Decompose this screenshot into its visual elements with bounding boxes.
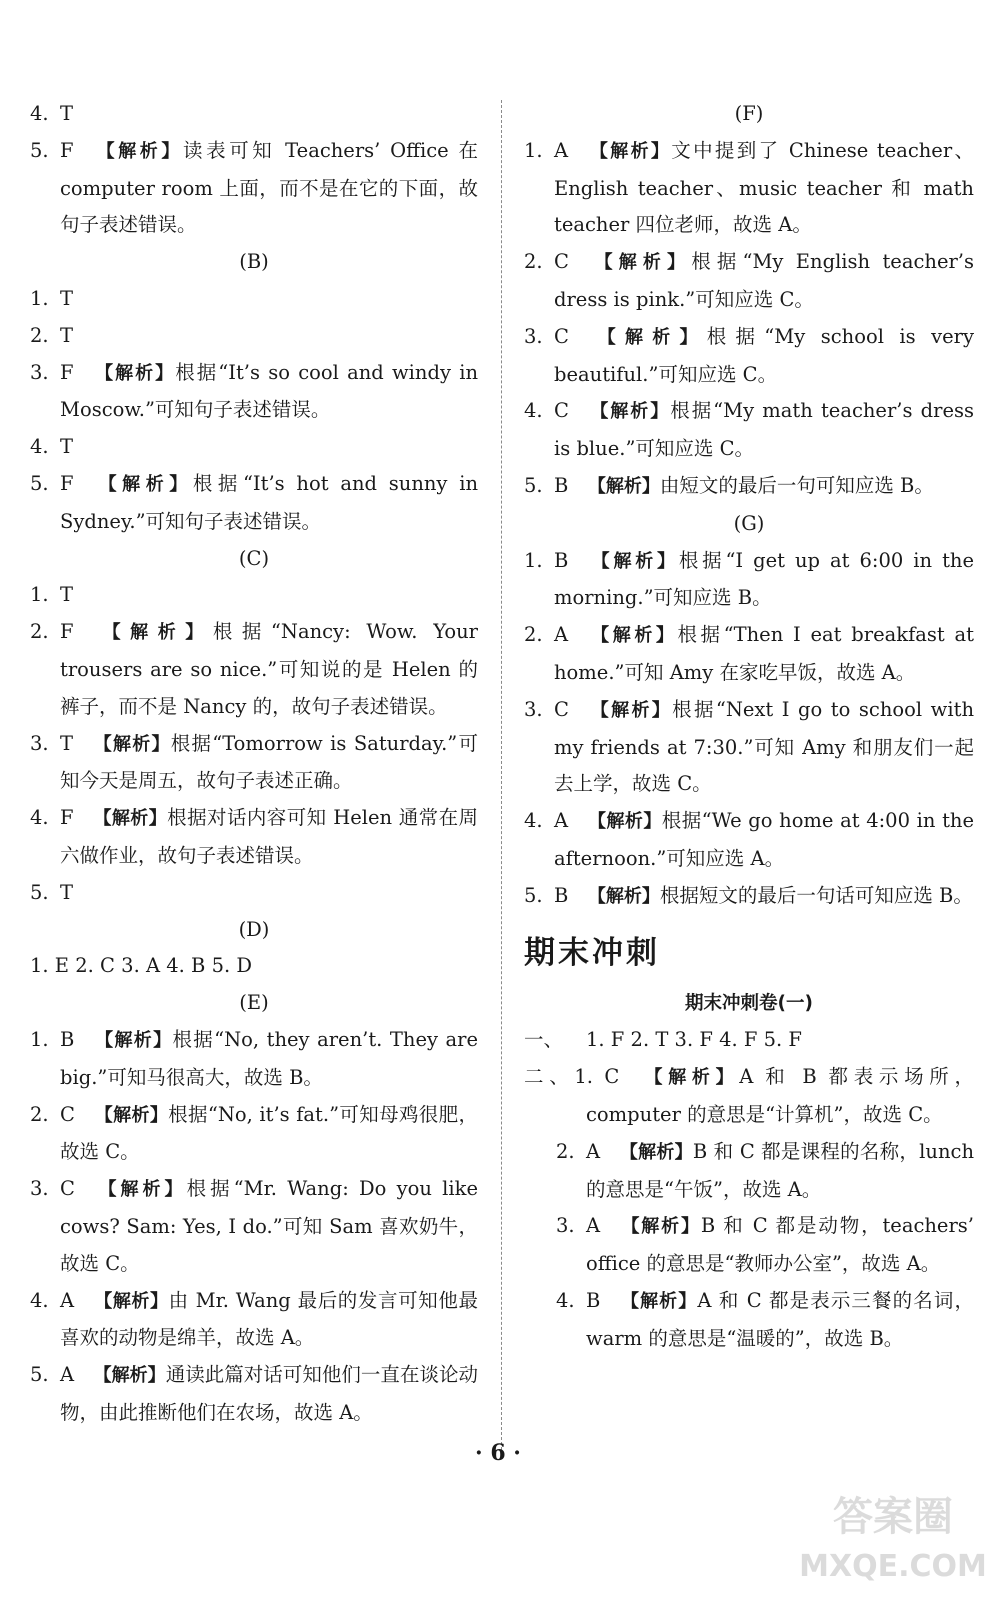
question-number: 5. bbox=[30, 471, 49, 495]
answer-item bbox=[30, 1022, 478, 1097]
answer-letter: B bbox=[554, 473, 569, 497]
analysis-tag: 【解析】 bbox=[587, 811, 662, 833]
analysis-text: 根据“No, they aren’t. They are big.”可知马很高大，故选 B。 bbox=[60, 1027, 479, 1089]
watermark-line2: MXQE.COM bbox=[799, 1549, 987, 1584]
analysis-text: A 和 C 都是表示三餐的名词，warm 的意思是“温暖的”，故选 B。 bbox=[586, 1288, 974, 1350]
answer-item bbox=[524, 878, 974, 916]
answer-item bbox=[30, 1097, 478, 1172]
answer-item bbox=[30, 577, 478, 614]
answer-letter: B bbox=[554, 883, 569, 907]
answer-item bbox=[524, 319, 974, 394]
analysis-text: 根据“Next I go to school with my friends at 7:30.”可知 Amy 和朋友们一起去上学，故选 C。 bbox=[554, 697, 974, 796]
section-label: (E) bbox=[239, 991, 269, 1015]
section-label: (B) bbox=[239, 250, 269, 274]
analysis-tag: 【解析】 bbox=[619, 1216, 701, 1238]
analysis-text: 由 Mr. Wang 最后的发言可知他最喜欢的动物是绵羊，故选 A。 bbox=[60, 1288, 478, 1350]
answer-item bbox=[30, 466, 478, 541]
answer-item bbox=[30, 1283, 478, 1358]
answer-letter: C bbox=[554, 399, 569, 423]
question-number: 2. bbox=[556, 1139, 575, 1163]
answer-item bbox=[30, 133, 478, 244]
analysis-tag: 【解析】 bbox=[619, 1290, 698, 1312]
right-answers-list bbox=[524, 96, 974, 916]
part-two-numeral: 二、 bbox=[524, 1065, 575, 1089]
answer-item bbox=[30, 281, 478, 318]
analysis-text: 根据“It’s hot and sunny in Sydney.”可知句子表述错误。 bbox=[60, 471, 479, 533]
section-label: (D) bbox=[238, 917, 270, 941]
answer-letter: C bbox=[554, 324, 569, 348]
analysis-tag: 【解析】 bbox=[619, 1141, 693, 1163]
answer-letter: A bbox=[60, 1363, 75, 1387]
answer-letter: A bbox=[554, 809, 569, 833]
answer-letter: A bbox=[60, 1288, 75, 1312]
answer-letter: F bbox=[60, 620, 74, 644]
analysis-text: 根据“Tomorrow is Saturday.”可知今天是周五，故句子表述正确。 bbox=[60, 731, 478, 793]
part-two-item bbox=[524, 1208, 974, 1283]
section-label: (C) bbox=[238, 546, 270, 570]
answer-item bbox=[524, 133, 974, 244]
analysis-text: 由短文的最后一句可知应选 B。 bbox=[659, 473, 934, 497]
answer-letter: A bbox=[554, 138, 569, 162]
answer-letter: F bbox=[60, 471, 74, 495]
analysis-tag: 【解析】 bbox=[93, 362, 176, 384]
analysis-tag: 【解析】 bbox=[588, 699, 673, 721]
answer-letter: C bbox=[604, 1065, 620, 1089]
question-number: 4. bbox=[30, 435, 49, 459]
answer-letter: C bbox=[60, 1177, 75, 1201]
analysis-text: 文中提到了 Chinese teacher、English teacher、music teacher 和 math teacher 四位老师，故选 A。 bbox=[554, 138, 974, 237]
analysis-tag: 【解析】 bbox=[587, 475, 660, 497]
analysis-tag: 【解析】 bbox=[587, 625, 678, 647]
answer-letter: F bbox=[60, 360, 74, 384]
question-number: 3. bbox=[30, 360, 49, 384]
question-number: 2. bbox=[30, 620, 49, 644]
answer-row: 1. E 2. C 3. A 4. B 5. D bbox=[30, 954, 253, 978]
analysis-tag: 【解析】 bbox=[93, 1290, 169, 1312]
analysis-text: 根据“I get up at 6:00 in the morning.”可知应选 B。 bbox=[554, 548, 975, 610]
question-number: 4. bbox=[524, 399, 543, 423]
answer-letter: T bbox=[60, 286, 74, 310]
answer-item bbox=[30, 96, 478, 133]
analysis-text: 根据“My school is very beautiful.”可知应选 C。 bbox=[554, 324, 974, 386]
analysis-tag: 【解析】 bbox=[94, 1104, 169, 1126]
analysis-tag: 【解析】 bbox=[93, 1029, 173, 1051]
answer-letter: T bbox=[60, 880, 74, 904]
answer-letter: C bbox=[554, 250, 569, 274]
exam-subheading: 期末冲刺卷(一) bbox=[685, 992, 813, 1014]
question-number: 2. bbox=[30, 323, 49, 347]
answer-letter: A bbox=[586, 1214, 601, 1238]
answer-item bbox=[524, 692, 974, 803]
answer-letter: T bbox=[60, 323, 74, 347]
analysis-text: 根据“Nancy: Wow. Your trousers are so nice.”可知说的是 Helen 的裤子，而不是 Nancy 的，故句子表述错误。 bbox=[60, 620, 478, 718]
answer-item bbox=[30, 726, 478, 801]
answer-item bbox=[524, 803, 974, 878]
answer-item bbox=[524, 244, 974, 319]
answer-item bbox=[30, 1171, 478, 1282]
part-two-item bbox=[524, 1283, 974, 1358]
analysis-text: 根据“Then I eat breakfast at home.”可知 Amy 在家吃早饭，故选 A。 bbox=[554, 623, 975, 684]
part-one-answers bbox=[524, 1022, 974, 1059]
right-column bbox=[524, 96, 974, 1358]
question-number: 2. bbox=[524, 623, 543, 647]
question-number: 3. bbox=[556, 1214, 575, 1238]
answer-item bbox=[524, 617, 974, 692]
column-divider bbox=[501, 100, 502, 1450]
question-number: 4. bbox=[524, 809, 543, 833]
analysis-text: 通读此篇对话可知他们一直在谈论动物，由此推断他们在农场，故选 A。 bbox=[60, 1363, 478, 1424]
answer-letter: T bbox=[60, 102, 74, 125]
question-number: 1. bbox=[524, 138, 543, 162]
answer-item bbox=[30, 318, 478, 355]
question-number: 3. bbox=[30, 1177, 49, 1201]
analysis-text: 读表可知 Teachers’ Office 在 computer room 上面，而不是在它的下面，故句子表述错误。 bbox=[60, 138, 478, 237]
answer-letter: F bbox=[60, 806, 74, 830]
answer-letter: C bbox=[60, 1102, 75, 1126]
left-column bbox=[30, 96, 478, 1432]
question-number: 2. bbox=[30, 1102, 49, 1126]
answer-item bbox=[30, 355, 478, 430]
analysis-text: 根据“Mr. Wang: Do you like cows? Sam: Yes, I do.”可知 Sam 喜欢奶牛，故选 C。 bbox=[60, 1177, 479, 1275]
analysis-text: 根据“It’s so cool and windy in Moscow.”可知句子表述错误。 bbox=[60, 360, 479, 422]
analysis-text: 根据“My English teacher’s dress is pink.”可知应选 C。 bbox=[554, 250, 975, 311]
question-number: 5. bbox=[30, 880, 49, 904]
question-number: 4. bbox=[30, 1288, 49, 1312]
question-number: 5. bbox=[30, 1363, 49, 1387]
part-one-numeral: 一、 bbox=[524, 1028, 564, 1052]
part-one-text: 1. F 2. T 3. F 4. F 5. F bbox=[586, 1028, 802, 1052]
part-two-answers bbox=[524, 1059, 974, 1357]
question-number: 1. bbox=[574, 1065, 593, 1089]
page-number: · 6 · bbox=[475, 1440, 521, 1466]
answer-letter: B bbox=[60, 1027, 75, 1051]
answer-letter: B bbox=[554, 548, 569, 572]
question-number: 3. bbox=[524, 324, 543, 348]
analysis-text: 根据短文的最后一句话可知应选 B。 bbox=[659, 883, 973, 907]
answer-letter: T bbox=[60, 583, 74, 607]
answer-item bbox=[30, 429, 478, 466]
analysis-text: 根据“We go home at 4:00 in the afternoon.”可知应选 A。 bbox=[554, 809, 975, 870]
analysis-tag: 【解析】 bbox=[93, 140, 183, 162]
analysis-text: B 和 C 都是动物，teachers’ office 的意思是“教师办公室”，故选 A。 bbox=[586, 1214, 974, 1276]
part-two-item bbox=[524, 1134, 974, 1209]
analysis-tag: 【解析】 bbox=[92, 733, 171, 755]
answer-letter: C bbox=[554, 697, 569, 721]
question-number: 1. bbox=[30, 1027, 49, 1051]
answer-item bbox=[524, 543, 974, 618]
analysis-text: 根据“No, it’s fat.”可知母鸡很肥，故选 C。 bbox=[60, 1102, 478, 1164]
answer-letter: A bbox=[554, 623, 569, 647]
part-two-item bbox=[524, 1059, 974, 1134]
answer-letter: F bbox=[60, 138, 74, 162]
analysis-tag: 【解析】 bbox=[588, 252, 692, 274]
answer-letter: B bbox=[586, 1288, 601, 1312]
answer-item bbox=[524, 468, 974, 506]
analysis-tag: 【解析】 bbox=[587, 550, 679, 572]
answer-item bbox=[30, 875, 478, 912]
question-number: 3. bbox=[30, 731, 49, 755]
question-number: 1. bbox=[30, 583, 49, 607]
question-number: 4. bbox=[556, 1288, 575, 1312]
answer-letter: A bbox=[586, 1139, 601, 1163]
analysis-tag: 【解析】 bbox=[93, 1365, 166, 1387]
answer-item bbox=[30, 800, 478, 875]
question-number: 5. bbox=[30, 138, 49, 162]
analysis-tag: 【解析】 bbox=[588, 401, 671, 423]
question-number: 4. bbox=[30, 102, 49, 125]
question-number: 1. bbox=[30, 286, 49, 310]
analysis-text: 根据“My math teacher’s dress is blue.”可知应选 C。 bbox=[554, 399, 975, 461]
watermark-line1: 答案圈 bbox=[833, 1494, 953, 1540]
answer-item bbox=[524, 393, 974, 468]
analysis-tag: 【解析】 bbox=[93, 808, 168, 830]
analysis-tag: 【解析】 bbox=[93, 622, 213, 644]
analysis-text: 根据对话内容可知 Helen 通常在周六做作业，故句子表述错误。 bbox=[60, 806, 479, 867]
analysis-tag: 【解析】 bbox=[94, 1179, 187, 1201]
analysis-tag: 【解析】 bbox=[638, 1067, 740, 1089]
question-number: 4. bbox=[30, 806, 49, 830]
analysis-text: A 和 B 都表示场所，computer 的意思是“计算机”，故选 C。 bbox=[586, 1065, 974, 1126]
analysis-tag: 【解析】 bbox=[588, 326, 707, 348]
section-heading: 期末冲刺 bbox=[524, 934, 660, 971]
question-number: 2. bbox=[524, 250, 543, 274]
analysis-tag: 【解析】 bbox=[93, 473, 193, 495]
watermark-logo bbox=[798, 1478, 988, 1588]
answer-item bbox=[30, 614, 478, 725]
analysis-text: B 和 C 都是课程的名称，lunch 的意思是“午饭”，故选 A。 bbox=[586, 1139, 975, 1201]
question-number: 5. bbox=[524, 473, 543, 497]
question-number: 3. bbox=[524, 697, 543, 721]
analysis-tag: 【解析】 bbox=[587, 885, 660, 907]
question-number: 1. bbox=[524, 548, 543, 572]
question-number: 5. bbox=[524, 883, 543, 907]
answer-letter: T bbox=[60, 731, 74, 755]
section-label: (G) bbox=[733, 511, 765, 535]
answer-letter: T bbox=[60, 435, 74, 459]
answer-item bbox=[30, 1357, 478, 1432]
analysis-tag: 【解析】 bbox=[587, 140, 672, 162]
section-label: (F) bbox=[734, 102, 764, 125]
